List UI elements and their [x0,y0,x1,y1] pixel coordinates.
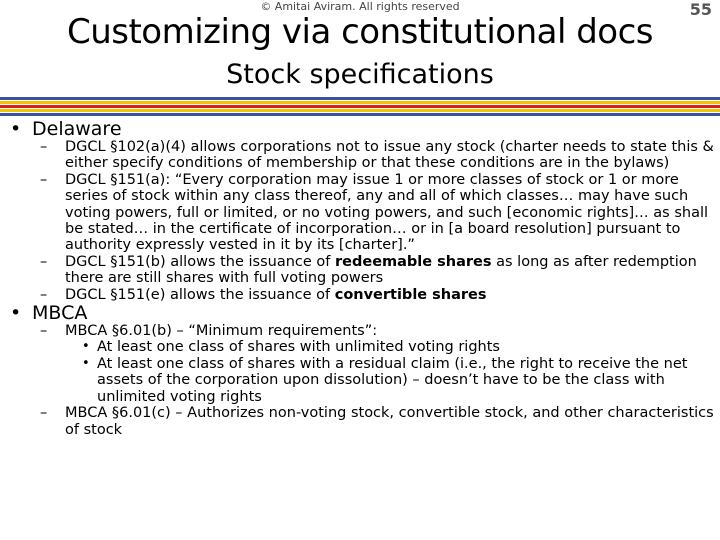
bullet-mbca-label: MBCA [32,302,88,325]
bullet-delaware [10,119,716,139]
stripe-red [0,105,720,108]
convertible-shares-term: convertible shares [334,286,487,303]
redeemable-shares-term: redeemable shares [335,253,492,270]
delaware-item-102a4 [40,139,716,172]
bullet-dot-icon: • [10,302,22,325]
dash-icon: – [40,253,48,270]
bullet-delaware-label: Delaware [32,118,122,140]
bullet-mbca [10,303,716,323]
delaware-item-151b-text-before: DGCL §151(b) allows the issuance of [65,253,335,270]
dash-icon: – [40,139,48,155]
dash-icon: – [40,286,48,303]
stripe-blue-top [0,97,720,100]
stripe-yellow-top [0,101,720,104]
delaware-item-151e-text-before: DGCL §151(e) allows the issuance of [65,286,335,303]
dash-icon: – [40,405,48,422]
slide-title: Customizing via constitutional docs [66,12,654,52]
mbca-sub-voting [82,339,716,356]
mbca-sub-residual-text: At least one class of shares with a residual claim (i.e., the right to receive the net assets of the corporation upon dissolution) – doesn’t have to be the class with unlimited voting rights [97,355,688,405]
delaware-item-102a4-text: DGCL §102(a)(4) allows corporations not to issue any stock (charter needs to state this & either specify conditions of membership or that these conditions are in the bylaws) [65,139,714,172]
bullet-dot-icon: • [82,339,90,355]
slide-content [10,119,716,438]
mbca-item-601b [40,323,716,340]
dash-icon: – [40,171,48,188]
delaware-item-151b-text-after: as long as after redemption there are still shares with full voting powers [65,253,697,287]
stripe-blue-bottom [0,113,720,116]
copyright-notice: © Amitai Aviram. All rights reserved [260,0,460,13]
slide-subtitle: Stock specifications [226,59,494,90]
bullet-dot-icon: • [82,355,90,371]
mbca-item-601b-text: MBCA §6.01(b) – “Minimum requirements”: [65,323,378,340]
mbca-item-601c-text: MBCA §6.01(c) – Authorizes non-voting stock, convertible stock, and other characteristics of stock [65,405,714,438]
delaware-item-151a [40,171,716,254]
mbca-sub-residual [82,355,716,405]
delaware-item-151b [40,253,716,287]
dash-icon: – [40,323,48,340]
stripe-yellow-bottom [0,109,720,112]
bullet-dot-icon: • [10,118,22,140]
slide-number: 55 [689,0,712,19]
decorative-stripes [0,97,720,117]
delaware-item-151e [40,286,716,303]
mbca-sub-voting-text: At least one class of shares with unlimited voting rights [97,339,500,356]
mbca-item-601c [40,405,716,438]
delaware-item-151a-text: DGCL §151(a): “Every corporation may issue 1 or more classes of stock or 1 or more series of stock within any class thereof, any and all of which classes… may have such voting powers, full or limited, or no voting powers, and such [economic rights]… as shall be stated… in the certificate of incorporation… or in [a board resolution] pursuant to authority expressly vested in it by its [charter].” [65,171,709,254]
